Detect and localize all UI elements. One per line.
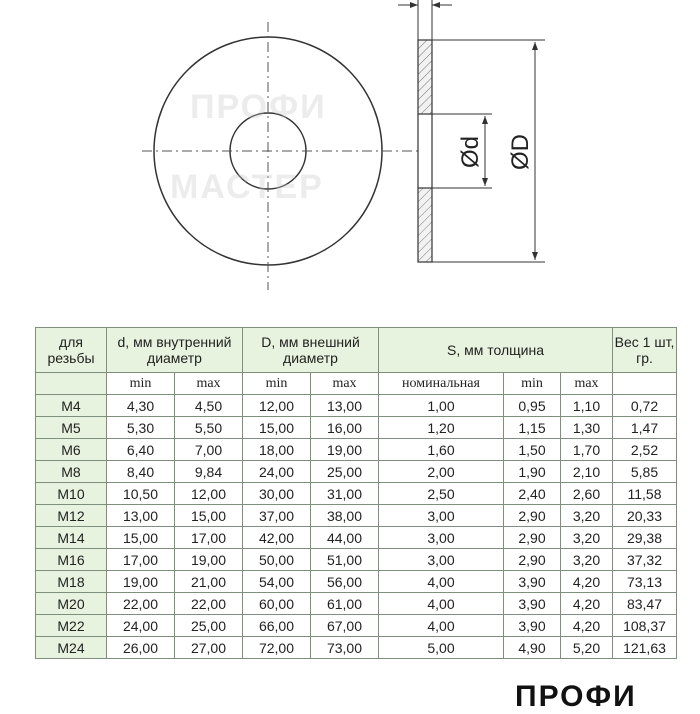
table-cell: 4,20 bbox=[561, 615, 613, 637]
spec-table bbox=[35, 327, 677, 659]
table-cell: 4,20 bbox=[561, 571, 613, 593]
table-cell: 19,00 bbox=[311, 439, 379, 461]
label-outer-diameter: ØD bbox=[507, 134, 534, 170]
table-cell: 10,50 bbox=[107, 483, 175, 505]
header-weight: Вес 1 шт, гр. bbox=[613, 328, 677, 373]
table-cell: 4,00 bbox=[379, 593, 504, 615]
table-cell: 1,00 bbox=[379, 395, 504, 417]
table-cell: 4,30 bbox=[107, 395, 175, 417]
table-row bbox=[36, 505, 677, 527]
table-cell: 2,50 bbox=[379, 483, 504, 505]
table-cell: 73,00 bbox=[311, 637, 379, 659]
table-cell: 26,00 bbox=[107, 637, 175, 659]
table-cell: 1,10 bbox=[561, 395, 613, 417]
table-row bbox=[36, 549, 677, 571]
subheader-d-max: max bbox=[175, 373, 243, 395]
table-cell: 3,90 bbox=[504, 571, 561, 593]
table-row bbox=[36, 395, 677, 417]
table-cell: 3,90 bbox=[504, 593, 561, 615]
table-cell: 37,00 bbox=[243, 505, 311, 527]
table-cell: 2,52 bbox=[613, 439, 677, 461]
table-cell: 13,00 bbox=[107, 505, 175, 527]
table-cell: 1,60 bbox=[379, 439, 504, 461]
table-row bbox=[36, 571, 677, 593]
table-cell: 54,00 bbox=[243, 571, 311, 593]
table-cell: 4,90 bbox=[504, 637, 561, 659]
thread-cell: M8 bbox=[36, 461, 107, 483]
table-cell: 1,15 bbox=[504, 417, 561, 439]
table-cell: 3,20 bbox=[561, 527, 613, 549]
table-cell: 7,00 bbox=[175, 439, 243, 461]
table-cell: 67,00 bbox=[311, 615, 379, 637]
table-cell: 30,00 bbox=[243, 483, 311, 505]
table-cell: 3,00 bbox=[379, 505, 504, 527]
table-cell: 3,90 bbox=[504, 615, 561, 637]
table-cell: 1,20 bbox=[379, 417, 504, 439]
table-cell: 3,20 bbox=[561, 505, 613, 527]
logo: ПРОФИ bbox=[515, 680, 637, 713]
table-cell: 13,00 bbox=[311, 395, 379, 417]
table-cell: 2,90 bbox=[504, 527, 561, 549]
thread-cell: M14 bbox=[36, 527, 107, 549]
table-cell: 17,00 bbox=[107, 549, 175, 571]
table-cell: 3,00 bbox=[379, 549, 504, 571]
table-cell: 2,60 bbox=[561, 483, 613, 505]
table-cell: 19,00 bbox=[107, 571, 175, 593]
header-thread: для резьбы bbox=[36, 328, 107, 373]
table-cell: 56,00 bbox=[311, 571, 379, 593]
table-cell: 2,10 bbox=[561, 461, 613, 483]
table-cell: 15,00 bbox=[107, 527, 175, 549]
table-cell: 24,00 bbox=[107, 615, 175, 637]
table-subheader-row bbox=[36, 373, 677, 395]
table-cell: 3,00 bbox=[379, 527, 504, 549]
table-cell: 4,00 bbox=[379, 615, 504, 637]
table-cell: 5,30 bbox=[107, 417, 175, 439]
thread-cell: M4 bbox=[36, 395, 107, 417]
table-row bbox=[36, 615, 677, 637]
washer-front-view bbox=[142, 22, 418, 290]
table-cell: 121,63 bbox=[613, 637, 677, 659]
header-thickness: S, мм толщина bbox=[379, 328, 613, 373]
subheader-s-min: min bbox=[504, 373, 561, 395]
subheader-s-nominal: номинальная bbox=[379, 373, 504, 395]
subheader-weight-empty bbox=[613, 373, 677, 395]
subheader-s-max: max bbox=[561, 373, 613, 395]
thread-cell: M5 bbox=[36, 417, 107, 439]
table-cell: 15,00 bbox=[175, 505, 243, 527]
header-outer-diameter: D, мм внешний диаметр bbox=[243, 328, 379, 373]
table-cell: 22,00 bbox=[107, 593, 175, 615]
subheader-empty bbox=[36, 373, 107, 395]
table-cell: 17,00 bbox=[175, 527, 243, 549]
table-cell: 2,90 bbox=[504, 549, 561, 571]
table-cell: 18,00 bbox=[243, 439, 311, 461]
subheader-d-min: min bbox=[107, 373, 175, 395]
label-inner-diameter: Ød bbox=[457, 135, 484, 169]
table-cell: 2,90 bbox=[504, 505, 561, 527]
table-cell: 61,00 bbox=[311, 593, 379, 615]
table-cell: 5,00 bbox=[379, 637, 504, 659]
table-cell: 83,47 bbox=[613, 593, 677, 615]
table-cell: 12,00 bbox=[175, 483, 243, 505]
washer-section-view bbox=[398, 0, 545, 262]
table-cell: 1,90 bbox=[504, 461, 561, 483]
table-cell: 5,85 bbox=[613, 461, 677, 483]
table-cell: 16,00 bbox=[311, 417, 379, 439]
table-cell: 2,00 bbox=[379, 461, 504, 483]
table-cell: 72,00 bbox=[243, 637, 311, 659]
thread-cell: M10 bbox=[36, 483, 107, 505]
subheader-D-max: max bbox=[311, 373, 379, 395]
table-row bbox=[36, 461, 677, 483]
table-cell: 0,95 bbox=[504, 395, 561, 417]
table-cell: 24,00 bbox=[243, 461, 311, 483]
table-cell: 1,30 bbox=[561, 417, 613, 439]
table-cell: 51,00 bbox=[311, 549, 379, 571]
table-cell: 12,00 bbox=[243, 395, 311, 417]
table-cell: 0,72 bbox=[613, 395, 677, 417]
table-row bbox=[36, 637, 677, 659]
table-row bbox=[36, 439, 677, 461]
table-cell: 38,00 bbox=[311, 505, 379, 527]
thread-cell: M16 bbox=[36, 549, 107, 571]
table-cell: 37,32 bbox=[613, 549, 677, 571]
table-cell: 3,20 bbox=[561, 549, 613, 571]
table-cell: 5,50 bbox=[175, 417, 243, 439]
table-row bbox=[36, 417, 677, 439]
table-cell: 8,40 bbox=[107, 461, 175, 483]
table-cell: 21,00 bbox=[175, 571, 243, 593]
table-cell: 42,00 bbox=[243, 527, 311, 549]
thread-cell: M22 bbox=[36, 615, 107, 637]
table-cell: 1,70 bbox=[561, 439, 613, 461]
table-cell: 2,40 bbox=[504, 483, 561, 505]
table-cell: 25,00 bbox=[175, 615, 243, 637]
table-cell: 25,00 bbox=[311, 461, 379, 483]
table-cell: 73,13 bbox=[613, 571, 677, 593]
table-cell: 108,37 bbox=[613, 615, 677, 637]
table-cell: 50,00 bbox=[243, 549, 311, 571]
thread-cell: M24 bbox=[36, 637, 107, 659]
table-cell: 9,84 bbox=[175, 461, 243, 483]
table-cell: 4,50 bbox=[175, 395, 243, 417]
table-cell: 27,00 bbox=[175, 637, 243, 659]
table-cell: 4,00 bbox=[379, 571, 504, 593]
thread-cell: M20 bbox=[36, 593, 107, 615]
table-cell: 22,00 bbox=[175, 593, 243, 615]
table-cell: 6,40 bbox=[107, 439, 175, 461]
table-cell: 20,33 bbox=[613, 505, 677, 527]
subheader-D-min: min bbox=[243, 373, 311, 395]
table-cell: 66,00 bbox=[243, 615, 311, 637]
table-cell: 4,20 bbox=[561, 593, 613, 615]
table-cell: 31,00 bbox=[311, 483, 379, 505]
table-cell: 29,38 bbox=[613, 527, 677, 549]
thread-cell: M6 bbox=[36, 439, 107, 461]
thread-cell: M18 bbox=[36, 571, 107, 593]
table-row bbox=[36, 483, 677, 505]
header-inner-diameter: d, мм внутренний диаметр bbox=[107, 328, 243, 373]
thread-cell: M12 bbox=[36, 505, 107, 527]
table-row bbox=[36, 593, 677, 615]
table-cell: 60,00 bbox=[243, 593, 311, 615]
watermark-line2: МАСТЕР bbox=[170, 168, 324, 206]
table-cell: 1,47 bbox=[613, 417, 677, 439]
table-cell: 44,00 bbox=[311, 527, 379, 549]
table-cell: 15,00 bbox=[243, 417, 311, 439]
washer-drawing bbox=[0, 0, 700, 300]
watermark-line1: ПРОФИ bbox=[190, 88, 327, 126]
table-cell: 11,58 bbox=[613, 483, 677, 505]
table-cell: 5,20 bbox=[561, 637, 613, 659]
table-cell: 19,00 bbox=[175, 549, 243, 571]
table-cell: 1,50 bbox=[504, 439, 561, 461]
table-row bbox=[36, 527, 677, 549]
table-header-row bbox=[36, 328, 677, 373]
